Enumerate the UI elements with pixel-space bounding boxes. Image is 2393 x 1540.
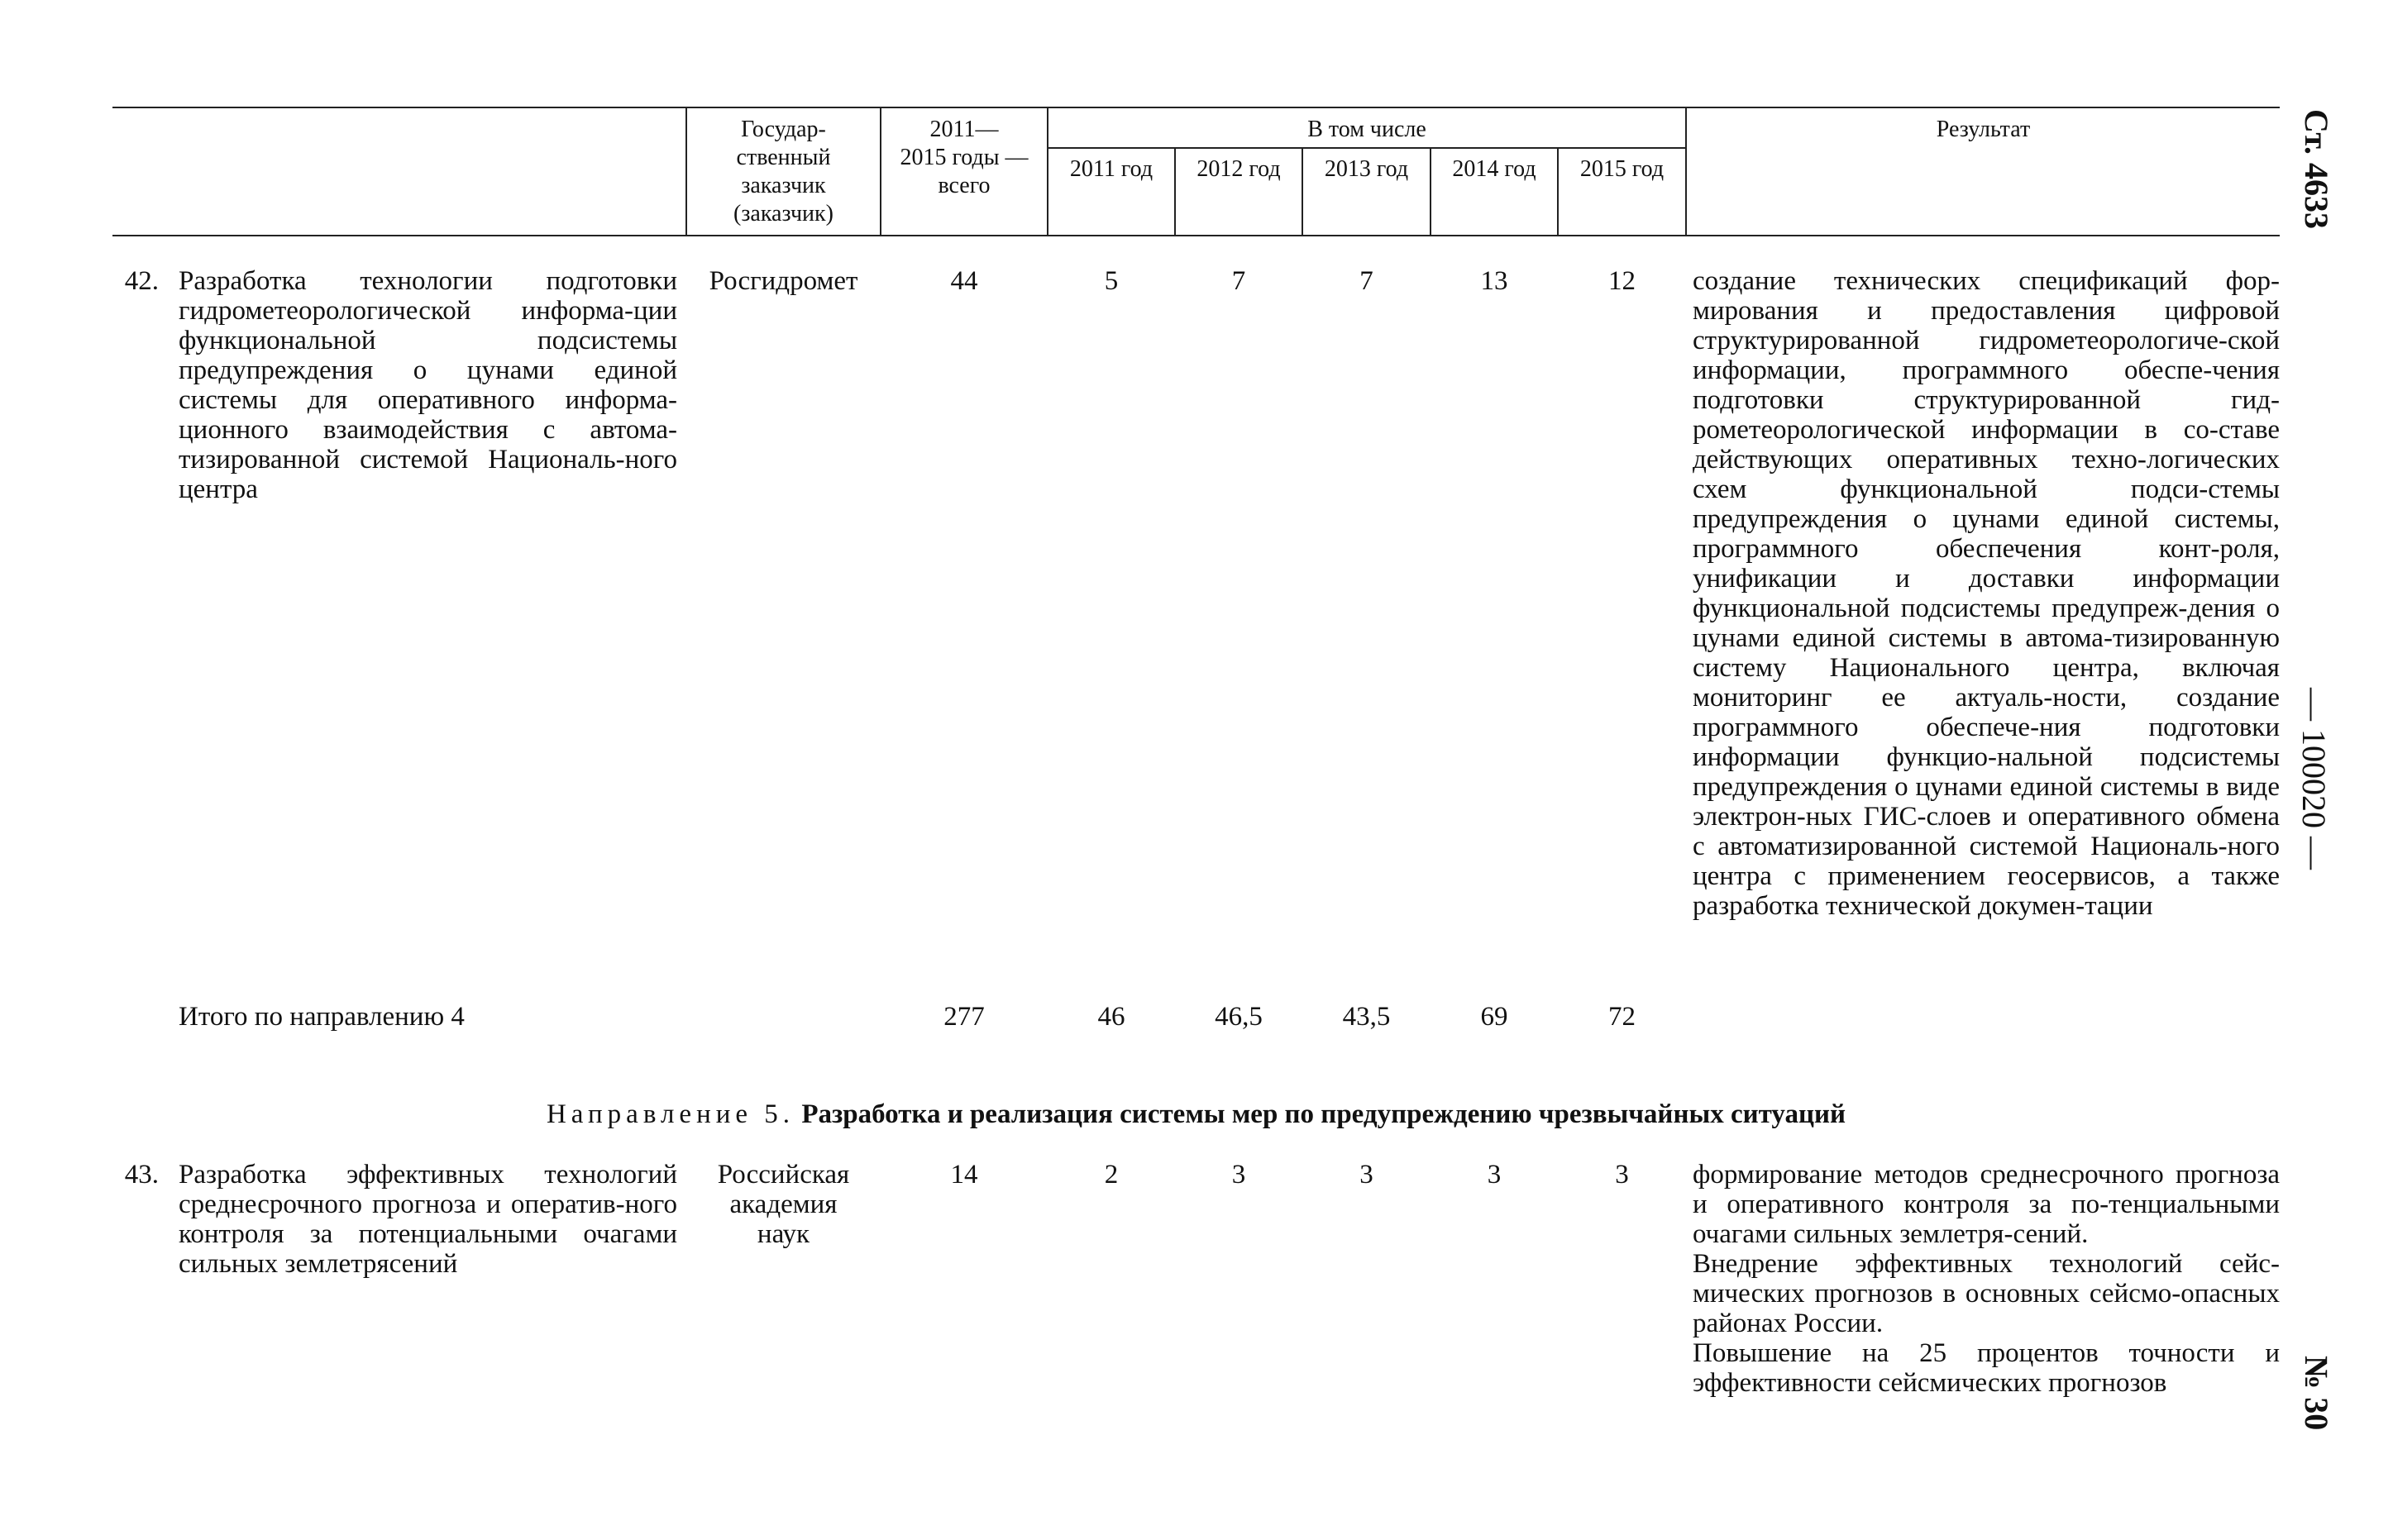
subtotal-value-2014: 69 [1480,1002,1508,1032]
row-customer: Росгидромет [709,266,858,296]
row-total: 14 [950,1160,978,1190]
subtotal-value-2013: 43,5 [1342,1002,1391,1032]
row-customer: Российская академия наук [717,1160,850,1249]
header-year-2011: 2011 год [1069,156,1154,182]
header-year-2015: 2015 год [1579,156,1665,182]
row-value-2011: 5 [1104,266,1119,296]
header-year-2014: 2014 год [1452,156,1536,182]
header-total: 2011— 2015 годы — всего [900,117,1029,198]
table-top-rule [112,107,2280,108]
row-number: 42. [124,266,159,296]
row-result-part: Повышение на 25 процентов точности и эффективности сейсмических прогнозов [1693,1338,2280,1398]
header-including: В том числе [1307,117,1426,142]
years-subheader-rule [1047,147,1687,149]
subtotal-value-2011: 46 [1097,1002,1125,1032]
row-value-2015: 12 [1608,266,1636,296]
header-bottom-rule [112,235,2280,236]
issue-number: № 30 [2298,1356,2335,1431]
row-value-2012: 7 [1231,266,1246,296]
row-value-2013: 7 [1359,266,1373,296]
row-value-2014: 3 [1487,1160,1502,1190]
direction-prefix: Направление 5. [546,1099,795,1129]
row-value-2012: 3 [1231,1160,1246,1190]
row-value-2013: 3 [1359,1160,1373,1190]
subtotal-value-2015: 72 [1608,1002,1636,1032]
row-number: 43. [124,1160,159,1190]
row-title: Разработка технологии подготовки гидрометеорологической информа-ции функциональной подсистемы предупреждения о цунами единой системы для оперативного информа-ционного взаимодействия с автома-тизированной системой Националь-ного центра [179,266,677,504]
document-code: — 100020 — [2295,688,2333,870]
row-title: Разработка эффективных технологий среднесрочного прогноза и оператив-ного контроля за потенциальными очагами сильных землетрясений [179,1160,677,1279]
header-result: Результат [1936,117,2031,142]
row-result [1693,1160,2280,1398]
row-result-part: формирование методов среднесрочного прогноза и оперативного контроля за по-тенциальными очагами сильных землетря-сений. [1693,1160,2280,1249]
header-customer: Государ- ственный заказчик (заказчик) [733,117,833,226]
row-total: 44 [950,266,978,296]
row-value-2014: 13 [1480,266,1508,296]
subtotal-total: 277 [943,1002,985,1032]
direction-heading [112,1099,2280,1129]
row-result: создание технических спецификаций фор-мирования и предоставления цифровой структурированной гидрометеорологиче-ской информации, программного обеспе-чения подготовки структурированной гид-рометеорологической информации в со-ставе действующих оперативных техно-логических схем функциональной подси-стемы предупреждения о цунами единой системы, программного обеспечения конт-роля, унификации и доставки информации функциональной подсистемы предупреж-дения о цунами единой системы в автома-тизированную систему Национального центра, включая мониторинг ее актуаль-ности, создание программного обеспече-ния подготовки информации функцио-нальной подсистемы предупреждения о цунами единой системы в виде электрон-ных ГИС-слоев и оперативного обмена с автоматизированной системой Националь-ного центра с применением геосервисов, а также разработка технической докумен-тации [1693,266,2280,921]
row-result-part: Внедрение эффективных технологий сейс-мических прогнозов в основных сейсмо-опасных районах России. [1693,1249,2280,1338]
subtotal-label: Итого по направлению 4 [179,1002,465,1032]
direction-title: Разработка и реализация системы мер по предупреждению чрезвычайных ситуаций [801,1099,1846,1129]
header-year-2013: 2013 год [1324,156,1409,182]
row-value-2011: 2 [1104,1160,1119,1190]
page-reference: Ст. 4633 [2298,109,2335,229]
row-value-2015: 3 [1615,1160,1629,1190]
header-year-2012: 2012 год [1196,156,1281,182]
subtotal-value-2012: 46,5 [1215,1002,1263,1032]
